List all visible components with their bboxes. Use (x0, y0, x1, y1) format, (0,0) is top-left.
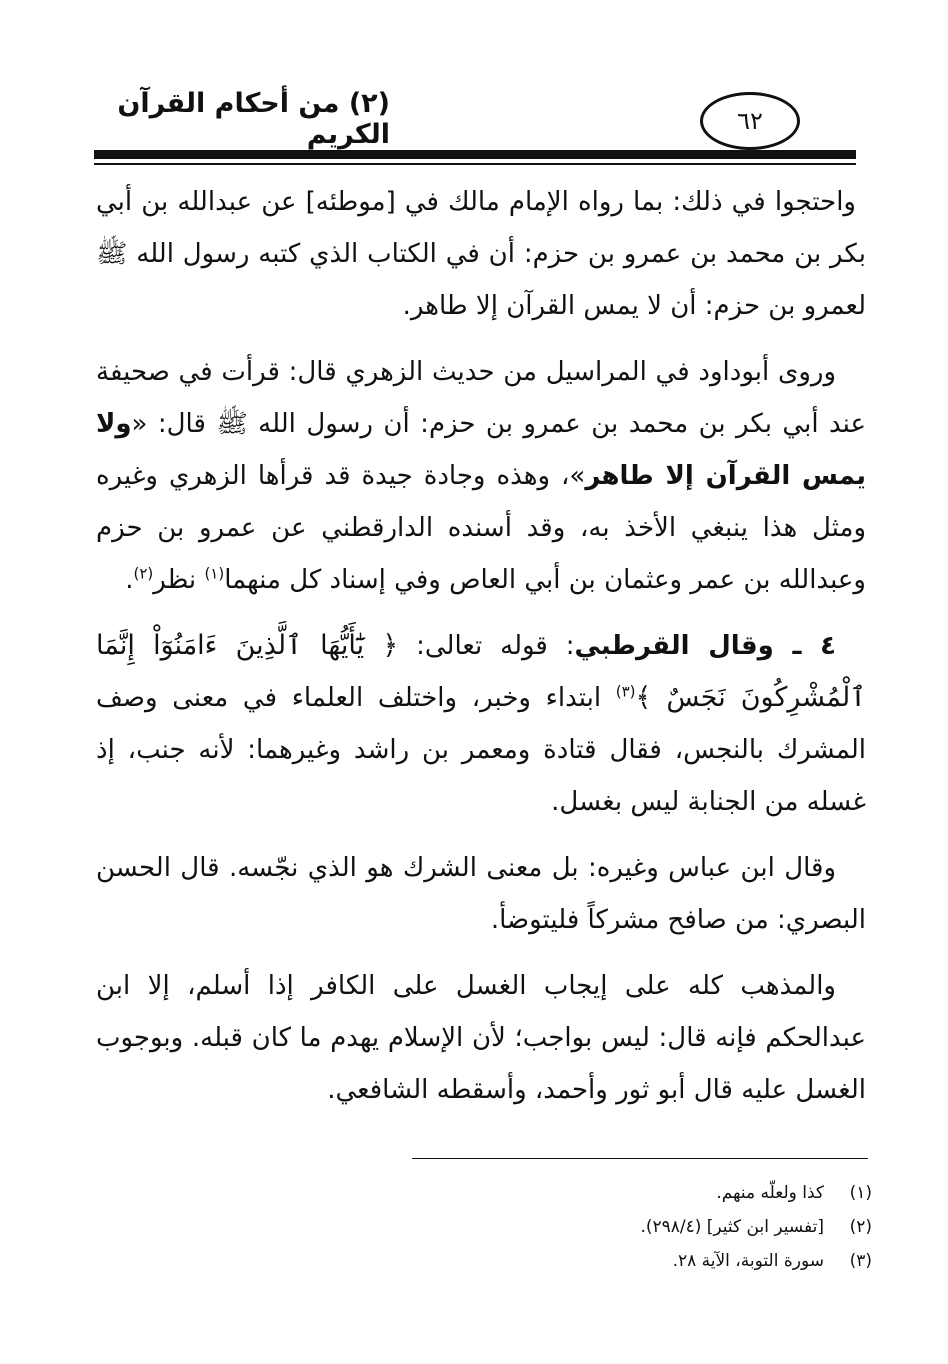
footnotes (400, 1176, 872, 1278)
paragraph-2-part-2: »، وهذه وجادة جيدة قد قرأها الزهري وغيره ومثل هذا ينبغي الأخذ به، وقد أسنده الدارقطني عن عمرو بن حزم وعبدالله بن عمر وعثمان بن أبي العاص وفي إسناد كل منهما (96, 461, 866, 595)
paragraph-3-part-2: ابتداء وخبر، واختلف العلماء في معنى وصف المشرك بالنجس، فقال قتادة ومعمر بن راشد وغيرهما: لأنه جنب، إذ غسله من الجنابة ليس بغسل. (96, 683, 866, 817)
paragraph-4: وقال ابن عباس وغيره: بل معنى الشرك هو الذي نجّسه. قال الحسن البصري: من صافح مشركاً فليتوضأ. (96, 853, 866, 935)
paragraph-3 (96, 620, 866, 828)
paragraph-1: واحتجوا في ذلك: بما رواه الإمام مالك في [موطئه] عن عبدالله بن أبي بكر بن محمد بن عمرو بن حزم: أن في الكتاب الذي كتبه رسول الله ﷺ لعمرو بن حزم: أن لا يمس القرآن إلا طاهر. (96, 187, 866, 321)
paragraph-2 (96, 346, 866, 606)
footnote-2 (400, 1210, 872, 1244)
footnote-separator (412, 1158, 868, 1159)
paragraph-5: والمذهب كله على إيجاب الغسل على الكافر إذا أسلم، إلا ابن عبدالحكم فإنه قال: ليس بواجب؛ لأن الإسلام يهدم ما كان قبله. وبوجوب الغسل عليه قال أبو ثور وأحمد، وأسقطه الشافعي. (96, 971, 866, 1105)
hadith-quote: ولا يمس القرآن إلا طاهر (96, 409, 866, 491)
footnote-3 (400, 1244, 872, 1278)
footnote-number: (٢) (849, 1217, 872, 1237)
quran-verse: ﴿ يَٰٓأَيُّهَا ٱلَّذِينَ ءَامَنُوٓاْ إِنَّمَا ٱلْمُشْرِكُونَ نَجَسٌ ﴾ (96, 630, 866, 713)
footnote-text: كذا ولعلّه منهم. (716, 1183, 824, 1203)
main-text (96, 176, 866, 1130)
footnote-ref-2[interactable]: (٢) (133, 564, 154, 583)
footnote-number: (١) (849, 1183, 872, 1203)
paragraph-3-part-1: : قوله تعالى: (398, 631, 575, 661)
header-rule-thick (94, 150, 856, 159)
footnote-text: [تفسير ابن كثير] (٢٩٨/٤). (640, 1217, 824, 1237)
footnote-ref-3[interactable]: (٣) (615, 682, 636, 701)
paragraph-2-part-1: وروى أبوداود في المراسيل من حديث الزهري قال: قرأت في صحيفة عند أبي بكر بن محمد بن عمرو بن حزم: أن رسول الله ﷺ قال: « (96, 357, 866, 439)
footnote-number: (٣) (849, 1251, 872, 1271)
footnote-1 (400, 1176, 872, 1210)
page-header (0, 0, 948, 170)
header-rule-thin (94, 163, 856, 165)
page-number: ٦٢ (700, 92, 800, 150)
footnote-text: سورة التوبة، الآية ٢٨. (672, 1251, 824, 1271)
paragraph-2-part-3: نظر (153, 565, 205, 595)
section-lead: ٤ ـ وقال القرطبي (574, 631, 836, 661)
footnote-ref-1[interactable]: (١) (204, 564, 225, 583)
paragraph-2-part-4: . (125, 565, 134, 595)
book-title: (٢) من أحكام القرآن الكريم (117, 88, 390, 150)
